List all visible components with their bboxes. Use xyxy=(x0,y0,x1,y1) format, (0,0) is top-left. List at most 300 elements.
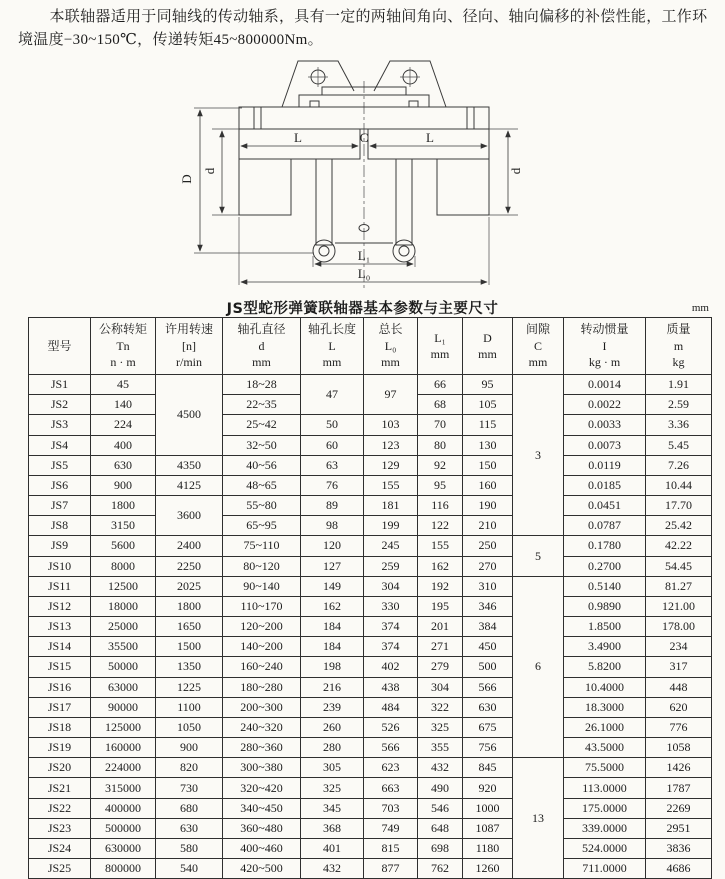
cell-model: JS12 xyxy=(29,596,91,616)
cell-model: JS17 xyxy=(29,697,91,717)
datasheet-page xyxy=(0,6,725,876)
table-row xyxy=(29,576,712,596)
cell-tn: 90000 xyxy=(91,697,156,717)
cell-speed: 1650 xyxy=(156,617,223,637)
cell-I: 0.0185 xyxy=(564,475,646,495)
cell-D: 250 xyxy=(463,536,513,556)
cell-L1: 648 xyxy=(418,818,463,838)
coupling-drawing xyxy=(164,57,562,291)
cell-L: 98 xyxy=(301,516,364,536)
cell-tn: 8000 xyxy=(91,556,156,576)
cell-d: 55~80 xyxy=(223,496,301,516)
cell-L1: 279 xyxy=(418,657,463,677)
cell-L1: 95 xyxy=(418,475,463,495)
table-row xyxy=(29,657,712,677)
cell-tn: 900 xyxy=(91,475,156,495)
cell-D: 450 xyxy=(463,637,513,657)
dim-label-C: C xyxy=(359,130,368,145)
col-header-gap: 间隙 C mm xyxy=(513,318,564,375)
cell-m: 121.00 xyxy=(646,596,712,616)
cell-speed: 900 xyxy=(156,738,223,758)
cell-speed: 820 xyxy=(156,758,223,778)
cell-tn: 18000 xyxy=(91,596,156,616)
cell-d: 40~56 xyxy=(223,455,301,475)
table-row xyxy=(29,717,712,737)
cell-L0: 304 xyxy=(364,576,418,596)
cell-tn: 224000 xyxy=(91,758,156,778)
cell-model: JS18 xyxy=(29,717,91,737)
cell-d: 110~170 xyxy=(223,596,301,616)
cell-L: 198 xyxy=(301,657,364,677)
cell-tn: 800000 xyxy=(91,859,156,879)
cell-m: 4686 xyxy=(646,859,712,879)
cell-L: 60 xyxy=(301,435,364,455)
table-row xyxy=(29,375,712,395)
cell-model: JS16 xyxy=(29,677,91,697)
cell-tn: 63000 xyxy=(91,677,156,697)
cell-d: 160~240 xyxy=(223,657,301,677)
cell-L0: 877 xyxy=(364,859,418,879)
cell-model: JS8 xyxy=(29,516,91,536)
cell-model: JS1 xyxy=(29,375,91,395)
cell-L1: 546 xyxy=(418,798,463,818)
cell-L1: 432 xyxy=(418,758,463,778)
cell-L: 184 xyxy=(301,637,364,657)
cell-I: 75.5000 xyxy=(564,758,646,778)
cell-L1: 116 xyxy=(418,496,463,516)
cell-m: 10.44 xyxy=(646,475,712,495)
cell-m: 1426 xyxy=(646,758,712,778)
cell-D: 1000 xyxy=(463,798,513,818)
cell-L0: 526 xyxy=(364,717,418,737)
cell-I: 711.0000 xyxy=(564,859,646,879)
cell-model: JS3 xyxy=(29,415,91,435)
table-row xyxy=(29,798,712,818)
cell-d: 200~300 xyxy=(223,697,301,717)
cell-C: 6 xyxy=(513,576,564,758)
table-title-bar xyxy=(0,297,725,317)
dimension-d-right xyxy=(489,129,523,215)
cell-L: 47 xyxy=(301,375,364,415)
cell-tn: 224 xyxy=(91,415,156,435)
cell-tn: 35500 xyxy=(91,637,156,657)
parameters-table xyxy=(28,317,712,879)
cell-model: JS15 xyxy=(29,657,91,677)
cell-m: 1787 xyxy=(646,778,712,798)
cell-D: 1087 xyxy=(463,818,513,838)
cell-tn: 25000 xyxy=(91,617,156,637)
cell-I: 43.5000 xyxy=(564,738,646,758)
cell-L: 280 xyxy=(301,738,364,758)
cell-I: 0.0119 xyxy=(564,455,646,475)
cell-d: 280~360 xyxy=(223,738,301,758)
cell-L: 432 xyxy=(301,859,364,879)
table-row xyxy=(29,455,712,475)
cell-d: 65~95 xyxy=(223,516,301,536)
cell-D: 160 xyxy=(463,475,513,495)
cell-L0: 123 xyxy=(364,435,418,455)
cell-D: 920 xyxy=(463,778,513,798)
cell-L0: 566 xyxy=(364,738,418,758)
cell-L1: 355 xyxy=(418,738,463,758)
cell-I: 10.4000 xyxy=(564,677,646,697)
cell-D: 105 xyxy=(463,395,513,415)
cell-L1: 762 xyxy=(418,859,463,879)
cell-model: JS23 xyxy=(29,818,91,838)
cell-I: 0.2700 xyxy=(564,556,646,576)
table-row xyxy=(29,516,712,536)
cell-L0: 245 xyxy=(364,536,418,556)
cell-D: 566 xyxy=(463,677,513,697)
cell-model: JS20 xyxy=(29,758,91,778)
cell-L0: 374 xyxy=(364,637,418,657)
cell-model: JS14 xyxy=(29,637,91,657)
cell-m: 5.45 xyxy=(646,435,712,455)
cell-d: 240~320 xyxy=(223,717,301,737)
cell-L0: 484 xyxy=(364,697,418,717)
cell-L1: 92 xyxy=(418,455,463,475)
cell-model: JS6 xyxy=(29,475,91,495)
table-row xyxy=(29,818,712,838)
cell-D: 845 xyxy=(463,758,513,778)
col-header-mass: 质量 m kg xyxy=(646,318,712,375)
cell-L0: 330 xyxy=(364,596,418,616)
cell-L1: 122 xyxy=(418,516,463,536)
cell-I: 0.5140 xyxy=(564,576,646,596)
table-row xyxy=(29,536,712,556)
cell-I: 0.0014 xyxy=(564,375,646,395)
dim-label-L1: L₁ xyxy=(357,248,370,263)
table-row xyxy=(29,596,712,616)
cell-I: 175.0000 xyxy=(564,798,646,818)
col-header-bore-len: 轴孔长度 L mm xyxy=(301,318,364,375)
cell-d: 180~280 xyxy=(223,677,301,697)
cell-m: 2951 xyxy=(646,818,712,838)
cell-tn: 500000 xyxy=(91,818,156,838)
header-row xyxy=(29,318,712,375)
cell-d: 300~380 xyxy=(223,758,301,778)
cell-tn: 315000 xyxy=(91,778,156,798)
col-header-l1: L₁ mm xyxy=(418,318,463,375)
cell-L1: 162 xyxy=(418,556,463,576)
cell-C: 13 xyxy=(513,758,564,879)
cell-D: 384 xyxy=(463,617,513,637)
cell-I: 0.0787 xyxy=(564,516,646,536)
cell-model: JS5 xyxy=(29,455,91,475)
cell-D: 190 xyxy=(463,496,513,516)
cell-L: 162 xyxy=(301,596,364,616)
col-header-inertia: 转动惯量 I kg · m xyxy=(564,318,646,375)
cell-tn: 5600 xyxy=(91,536,156,556)
cell-L: 305 xyxy=(301,758,364,778)
cell-L1: 80 xyxy=(418,435,463,455)
cell-speed: 1350 xyxy=(156,657,223,677)
cell-L: 127 xyxy=(301,556,364,576)
dim-label-L0: L₀ xyxy=(357,266,370,281)
table-row xyxy=(29,556,712,576)
cell-model: JS11 xyxy=(29,576,91,596)
cell-d: 320~420 xyxy=(223,778,301,798)
cell-L: 325 xyxy=(301,778,364,798)
cell-tn: 12500 xyxy=(91,576,156,596)
cell-L: 76 xyxy=(301,475,364,495)
table-row xyxy=(29,838,712,858)
cell-I: 0.0033 xyxy=(564,415,646,435)
dim-label-L-left: L xyxy=(293,130,302,145)
cell-D: 756 xyxy=(463,738,513,758)
cell-L0: 97 xyxy=(364,375,418,415)
cell-L1: 195 xyxy=(418,596,463,616)
cell-d: 32~50 xyxy=(223,435,301,455)
table-row xyxy=(29,758,712,778)
cell-D: 210 xyxy=(463,516,513,536)
cell-L: 63 xyxy=(301,455,364,475)
cell-D: 150 xyxy=(463,455,513,475)
cell-speed: 2250 xyxy=(156,556,223,576)
cell-model: JS22 xyxy=(29,798,91,818)
cell-C: 5 xyxy=(513,536,564,576)
cell-L1: 698 xyxy=(418,838,463,858)
cell-L0: 259 xyxy=(364,556,418,576)
dimension-L1 xyxy=(313,248,415,267)
cell-D: 675 xyxy=(463,717,513,737)
cell-L0: 199 xyxy=(364,516,418,536)
cell-m: 2269 xyxy=(646,798,712,818)
cell-L0: 402 xyxy=(364,657,418,677)
cell-tn: 45 xyxy=(91,375,156,395)
cell-I: 26.1000 xyxy=(564,717,646,737)
table-row xyxy=(29,637,712,657)
cell-D: 1180 xyxy=(463,838,513,858)
cell-tn: 140 xyxy=(91,395,156,415)
col-header-total-len: 总长 L₀ mm xyxy=(364,318,418,375)
cell-L: 239 xyxy=(301,697,364,717)
cell-model: JS24 xyxy=(29,838,91,858)
cell-speed: 4125 xyxy=(156,475,223,495)
cell-L: 184 xyxy=(301,617,364,637)
cell-L0: 815 xyxy=(364,838,418,858)
cell-m: 81.27 xyxy=(646,576,712,596)
cell-tn: 3150 xyxy=(91,516,156,536)
cell-L0: 663 xyxy=(364,778,418,798)
cell-m: 776 xyxy=(646,717,712,737)
cell-d: 120~200 xyxy=(223,617,301,637)
cell-d: 25~42 xyxy=(223,415,301,435)
table-row xyxy=(29,697,712,717)
cell-m: 2.59 xyxy=(646,395,712,415)
cell-L1: 192 xyxy=(418,576,463,596)
cell-m: 7.26 xyxy=(646,455,712,475)
cell-I: 339.0000 xyxy=(564,818,646,838)
cell-speed: 1225 xyxy=(156,677,223,697)
cell-I: 0.0073 xyxy=(564,435,646,455)
cell-tn: 125000 xyxy=(91,717,156,737)
cell-tn: 50000 xyxy=(91,657,156,677)
cell-L1: 155 xyxy=(418,536,463,556)
cell-L1: 68 xyxy=(418,395,463,415)
cell-I: 524.0000 xyxy=(564,838,646,858)
cell-D: 1260 xyxy=(463,859,513,879)
cell-C: 3 xyxy=(513,375,564,536)
cell-d: 400~460 xyxy=(223,838,301,858)
cell-m: 178.00 xyxy=(646,617,712,637)
cell-D: 270 xyxy=(463,556,513,576)
cell-speed: 730 xyxy=(156,778,223,798)
cell-tn: 630000 xyxy=(91,838,156,858)
cell-m: 620 xyxy=(646,697,712,717)
table-row xyxy=(29,677,712,697)
cell-L1: 201 xyxy=(418,617,463,637)
cell-L: 120 xyxy=(301,536,364,556)
cell-d: 22~35 xyxy=(223,395,301,415)
cell-model: JS10 xyxy=(29,556,91,576)
cell-D: 130 xyxy=(463,435,513,455)
cell-L1: 70 xyxy=(418,415,463,435)
table-row xyxy=(29,778,712,798)
cell-L: 216 xyxy=(301,677,364,697)
cell-speed: 2400 xyxy=(156,536,223,556)
cell-L: 89 xyxy=(301,496,364,516)
cell-d: 90~140 xyxy=(223,576,301,596)
cell-L: 260 xyxy=(301,717,364,737)
cell-speed: 1800 xyxy=(156,596,223,616)
cell-I: 18.3000 xyxy=(564,697,646,717)
cell-speed: 2025 xyxy=(156,576,223,596)
table-row xyxy=(29,415,712,435)
cell-speed: 540 xyxy=(156,859,223,879)
cell-model: JS4 xyxy=(29,435,91,455)
cell-tn: 160000 xyxy=(91,738,156,758)
cell-tn: 400000 xyxy=(91,798,156,818)
cell-d: 420~500 xyxy=(223,859,301,879)
cell-model: JS21 xyxy=(29,778,91,798)
cell-model: JS2 xyxy=(29,395,91,415)
unit-note: mm xyxy=(691,302,709,314)
cell-d: 75~110 xyxy=(223,536,301,556)
cell-d: 340~450 xyxy=(223,798,301,818)
cell-L1: 322 xyxy=(418,697,463,717)
cell-m: 42.22 xyxy=(646,536,712,556)
cell-L0: 155 xyxy=(364,475,418,495)
col-header-bore-dia: 轴孔直径 d mm xyxy=(223,318,301,375)
cell-I: 0.0451 xyxy=(564,496,646,516)
cell-speed: 1100 xyxy=(156,697,223,717)
cell-speed: 580 xyxy=(156,838,223,858)
coupling-cross-section xyxy=(164,57,562,291)
cell-model: JS7 xyxy=(29,496,91,516)
cell-m: 317 xyxy=(646,657,712,677)
cell-D: 95 xyxy=(463,375,513,395)
cell-L0: 749 xyxy=(364,818,418,838)
cell-m: 3836 xyxy=(646,838,712,858)
cell-L0: 438 xyxy=(364,677,418,697)
col-header-model: 型号 xyxy=(29,318,91,375)
cell-d: 360~480 xyxy=(223,818,301,838)
cell-L1: 304 xyxy=(418,677,463,697)
table-title: JS型蛇形弹簧联轴器基本参数与主要尺寸 xyxy=(226,301,499,317)
cell-I: 3.4900 xyxy=(564,637,646,657)
cell-L0: 703 xyxy=(364,798,418,818)
cell-L: 50 xyxy=(301,415,364,435)
dimension-LCL xyxy=(241,130,487,146)
intro-paragraph: 本联轴器适用于同轴线的传动轴系，具有一定的两轴间角向、径向、轴向偏移的补偿性能，工作环境温度−30~150℃，传递转矩45~800000Nm。 xyxy=(18,9,708,48)
dim-label-d-left: d xyxy=(201,167,217,175)
cell-I: 0.1780 xyxy=(564,536,646,556)
cell-speed: 1500 xyxy=(156,637,223,657)
table-row xyxy=(29,435,712,455)
cell-L1: 271 xyxy=(418,637,463,657)
dim-label-D: D xyxy=(178,174,194,184)
table-row xyxy=(29,738,712,758)
cell-L: 149 xyxy=(301,576,364,596)
cell-L1: 490 xyxy=(418,778,463,798)
cell-L: 368 xyxy=(301,818,364,838)
cell-d: 80~120 xyxy=(223,556,301,576)
cell-D: 630 xyxy=(463,697,513,717)
cell-model: JS25 xyxy=(29,859,91,879)
cell-L0: 181 xyxy=(364,496,418,516)
cell-tn: 630 xyxy=(91,455,156,475)
cell-model: JS19 xyxy=(29,738,91,758)
col-header-torque: 公称转矩 Tn n · m xyxy=(91,318,156,375)
cell-speed: 4350 xyxy=(156,455,223,475)
cell-m: 25.42 xyxy=(646,516,712,536)
cell-I: 113.0000 xyxy=(564,778,646,798)
cell-m: 234 xyxy=(646,637,712,657)
col-header-D: D mm xyxy=(463,318,513,375)
table-row xyxy=(29,496,712,516)
cell-L0: 129 xyxy=(364,455,418,475)
cell-model: JS9 xyxy=(29,536,91,556)
cell-tn: 1800 xyxy=(91,496,156,516)
cell-D: 500 xyxy=(463,657,513,677)
cell-L: 401 xyxy=(301,838,364,858)
cell-tn: 400 xyxy=(91,435,156,455)
cell-m: 448 xyxy=(646,677,712,697)
dimension-d-left xyxy=(202,129,239,215)
cell-D: 115 xyxy=(463,415,513,435)
cell-L1: 66 xyxy=(418,375,463,395)
col-header-speed: 许用转速 [n] r/min xyxy=(156,318,223,375)
cell-L0: 623 xyxy=(364,758,418,778)
cell-I: 1.8500 xyxy=(564,617,646,637)
cell-m: 1058 xyxy=(646,738,712,758)
cell-L0: 103 xyxy=(364,415,418,435)
cell-speed: 630 xyxy=(156,818,223,838)
cell-m: 3.36 xyxy=(646,415,712,435)
cell-I: 0.0022 xyxy=(564,395,646,415)
cell-speed: 1050 xyxy=(156,717,223,737)
table-body xyxy=(29,375,712,879)
cell-L1: 325 xyxy=(418,717,463,737)
cell-I: 0.9890 xyxy=(564,596,646,616)
cell-speed: 680 xyxy=(156,798,223,818)
cell-speed: 4500 xyxy=(156,375,223,456)
cell-D: 310 xyxy=(463,576,513,596)
cell-D: 346 xyxy=(463,596,513,616)
cell-L0: 374 xyxy=(364,617,418,637)
cell-m: 54.45 xyxy=(646,556,712,576)
cell-speed: 3600 xyxy=(156,496,223,536)
dim-label-d-right: d xyxy=(507,167,523,175)
dim-label-L-right: L xyxy=(425,130,434,145)
cell-m: 1.91 xyxy=(646,375,712,395)
table-row xyxy=(29,859,712,879)
cell-d: 48~65 xyxy=(223,475,301,495)
table-row xyxy=(29,617,712,637)
table-row xyxy=(29,475,712,495)
cell-m: 17.70 xyxy=(646,496,712,516)
